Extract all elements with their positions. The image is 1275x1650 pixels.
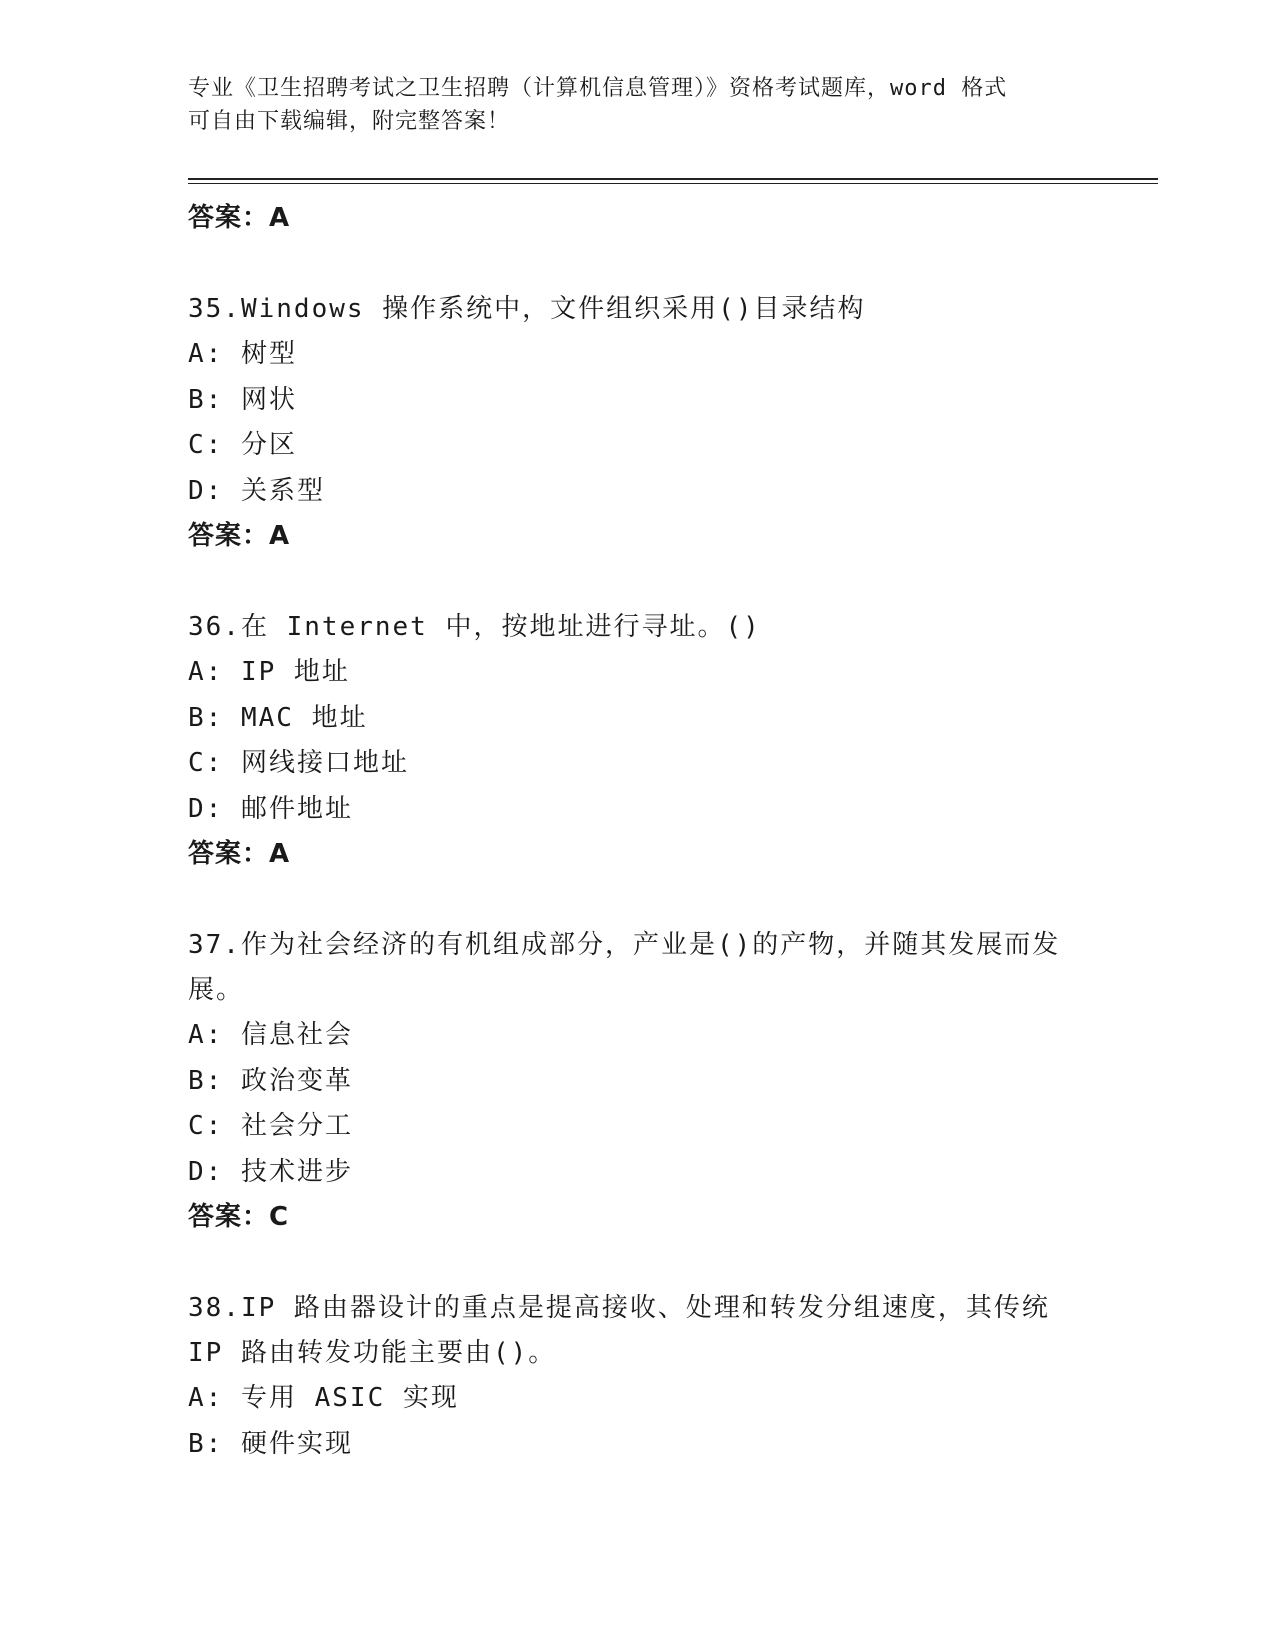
question-36 bbox=[188, 605, 1158, 877]
header-line-1: 专业《卫生招聘考试之卫生招聘（计算机信息管理）》资格考试题库，word 格式 bbox=[188, 76, 1008, 101]
question-36-option-a: A: IP 地址 bbox=[188, 657, 350, 687]
question-36-option-c: C: 网线接口地址 bbox=[188, 748, 409, 778]
header-line-2: 可自由下载编辑，附完整答案！ bbox=[188, 109, 511, 134]
question-35-option-c: C: 分区 bbox=[188, 430, 297, 460]
question-35-option-b: B: 网状 bbox=[188, 384, 297, 415]
question-36-text: 36.在 Internet 中，按地址进行寻址。() bbox=[188, 612, 761, 642]
question-37-text-line-1: 37.作为社会经济的有机组成部分，产业是()的产物，并随其发展而发 bbox=[188, 930, 1061, 960]
document-page bbox=[188, 72, 1158, 1467]
question-37-answer: 答案：C bbox=[188, 1202, 290, 1232]
question-35-option-a: A: 树型 bbox=[188, 339, 297, 369]
question-37-option-b: B: 政治变革 bbox=[188, 1065, 353, 1096]
header-divider bbox=[188, 178, 1158, 184]
question-38-text-line-2: IP 路由转发功能主要由()。 bbox=[188, 1338, 557, 1368]
question-37-option-a: A: 信息社会 bbox=[188, 1020, 353, 1050]
question-37-text-line-2: 展。 bbox=[188, 975, 245, 1005]
question-37 bbox=[188, 923, 1158, 1240]
question-38-option-a: A: 专用 ASIC 实现 bbox=[188, 1383, 459, 1413]
question-36-option-b: B: MAC 地址 bbox=[188, 702, 368, 733]
question-37-option-d: D: 技术进步 bbox=[188, 1156, 353, 1187]
answer-34: 答案：A bbox=[188, 203, 291, 233]
question-35-text: 35.Windows 操作系统中，文件组织采用()目录结构 bbox=[188, 294, 866, 324]
document-header bbox=[188, 72, 1158, 138]
question-36-option-d: D: 邮件地址 bbox=[188, 793, 353, 824]
question-38 bbox=[188, 1286, 1158, 1467]
question-35-option-d: D: 关系型 bbox=[188, 475, 325, 506]
question-35 bbox=[188, 287, 1158, 559]
question-37-option-c: C: 社会分工 bbox=[188, 1111, 353, 1141]
question-38-option-b: B: 硬件实现 bbox=[188, 1428, 353, 1459]
question-36-answer: 答案：A bbox=[188, 839, 291, 869]
question-35-answer: 答案：A bbox=[188, 521, 291, 551]
question-38-text-line-1: 38.IP 路由器设计的重点是提高接收、处理和转发分组速度，其传统 bbox=[188, 1293, 1050, 1323]
